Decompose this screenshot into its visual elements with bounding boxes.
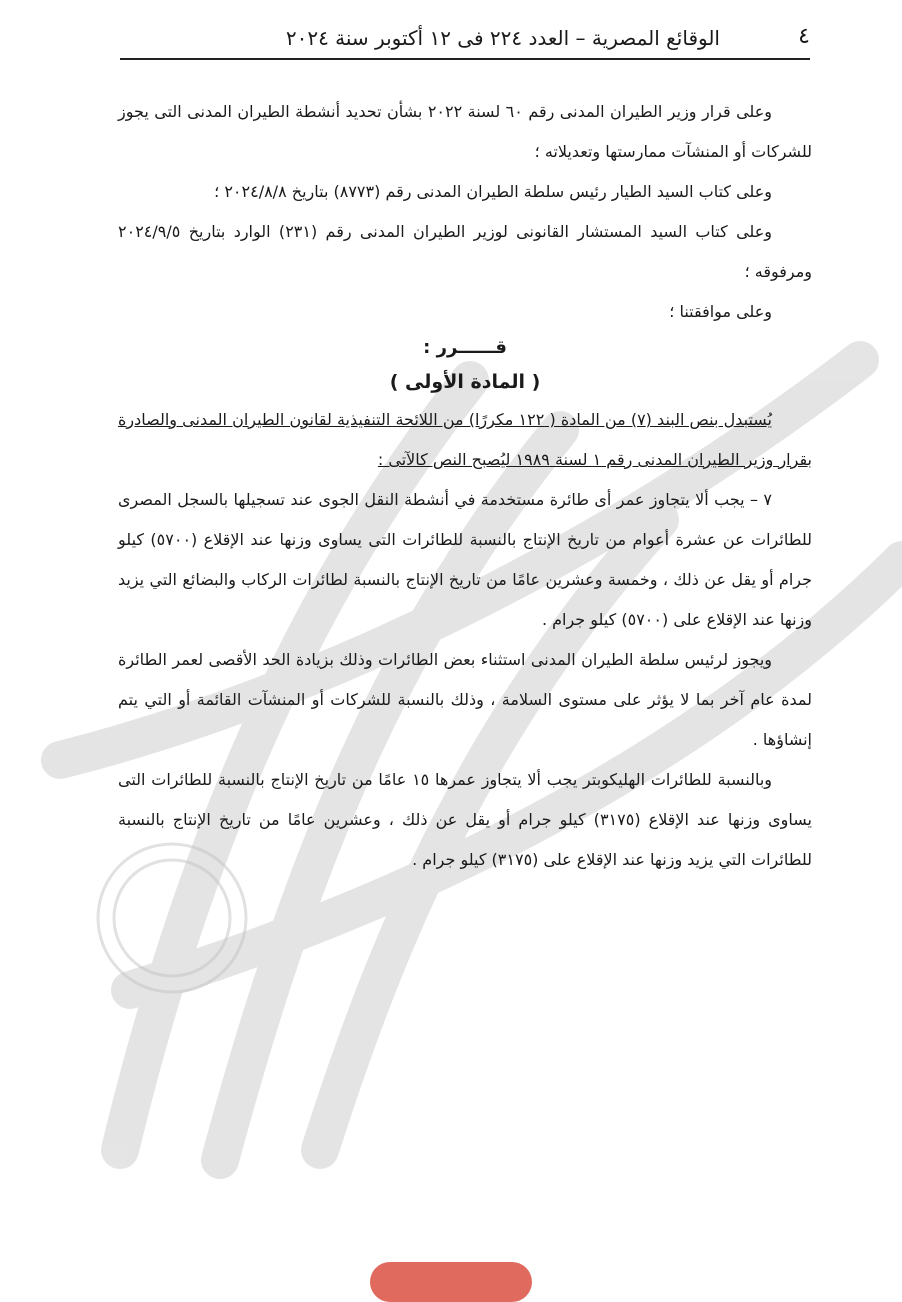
article-clause: وبالنسبة للطائرات الهليكوبتر يجب ألا يتجاوز عمرها ١٥ عامًا من تاريخ الإنتاج بالنسبة للطائرات التى يساوى وزنها عند الإقلاع (٣١٧٥) كيلو جرام أو يقل عن ذلك ، وعشرين عامًا من تاريخ الإنتاج بالنسبة للطائرات التي يزيد وزنها عند الإقلاع على (٣١٧٥) كيلو جرام . (118, 770, 813, 869)
gazette-title: الوقائع المصرية – العدد ٢٢٤ فى ١٢ أكتوبر سنة ٢٠٢٤ (285, 26, 720, 50)
page-tab-button[interactable] (370, 1262, 532, 1302)
page-number: ٤ (798, 24, 810, 49)
preamble-paragraph: وعلى كتاب السيد الطيار رئيس سلطة الطيران المدنى رقم (٨٧٧٣) بتاريخ ٢٠٢٤/٨/٨ ؛ (214, 182, 772, 201)
decree-heading: قــــــرر : (423, 337, 507, 358)
article-clause: ٧ – يجب ألا يتجاوز عمر أى طائرة مستخدمة في أنشطة النقل الجوى عند تسجيلها بالسجل المصرى للطائرات عن عشرة أعوام من تاريخ الإنتاج بالنسبة للطائرات التى يساوى وزنها عند الإقلاع (٥٧٠٠) كيلو جرام أو يقل عن ذلك ، وخمسة وعشرين عامًا من تاريخ الإنتاج بالنسبة لطائرات الركاب والبضائع التي يزيد وزنها عند الإقلاع على (٥٧٠٠) كيلو جرام . (118, 490, 812, 629)
article-heading: ( المادة الأولى ) (389, 371, 541, 393)
preamble-paragraph: وعلى قرار وزير الطيران المدنى رقم ٦٠ لسنة ٢٠٢٢ بشأن تحديد أنشطة الطيران المدنى التى يجوز للشركات أو المنشآت ممارستها وتعديلاته ؛ (118, 102, 812, 161)
article-intro: يُستبدل بنص البند (٧) من المادة ( ١٢٢ مكررًا) من اللائحة التنفيذية لقانون الطيران المدنى والصادرة بقرار وزير الطيران المدنى رقم ١ لسنة ١٩٨٩ ليُصبح النص كالآتى : (118, 410, 812, 469)
preamble-paragraph: وعلى كتاب السيد المستشار القانونى لوزير الطيران المدنى رقم (٢٣١) الوارد بتاريخ ٢٠٢٤/٩/٥ ومرفوقه ؛ (118, 222, 812, 281)
preamble-paragraph: وعلى موافقتنا ؛ (669, 302, 772, 321)
article-clause: ويجوز لرئيس سلطة الطيران المدنى استثناء بعض الطائرات وذلك بزيادة الحد الأقصى لعمر الطائرة لمدة عام آخر بما لا يؤثر على مستوى السلامة ، وذلك بالنسبة للشركات أو المنشآت القائمة أو التي يتم إنشاؤها . (118, 650, 812, 749)
document-body (118, 92, 812, 880)
page-header (120, 22, 810, 60)
